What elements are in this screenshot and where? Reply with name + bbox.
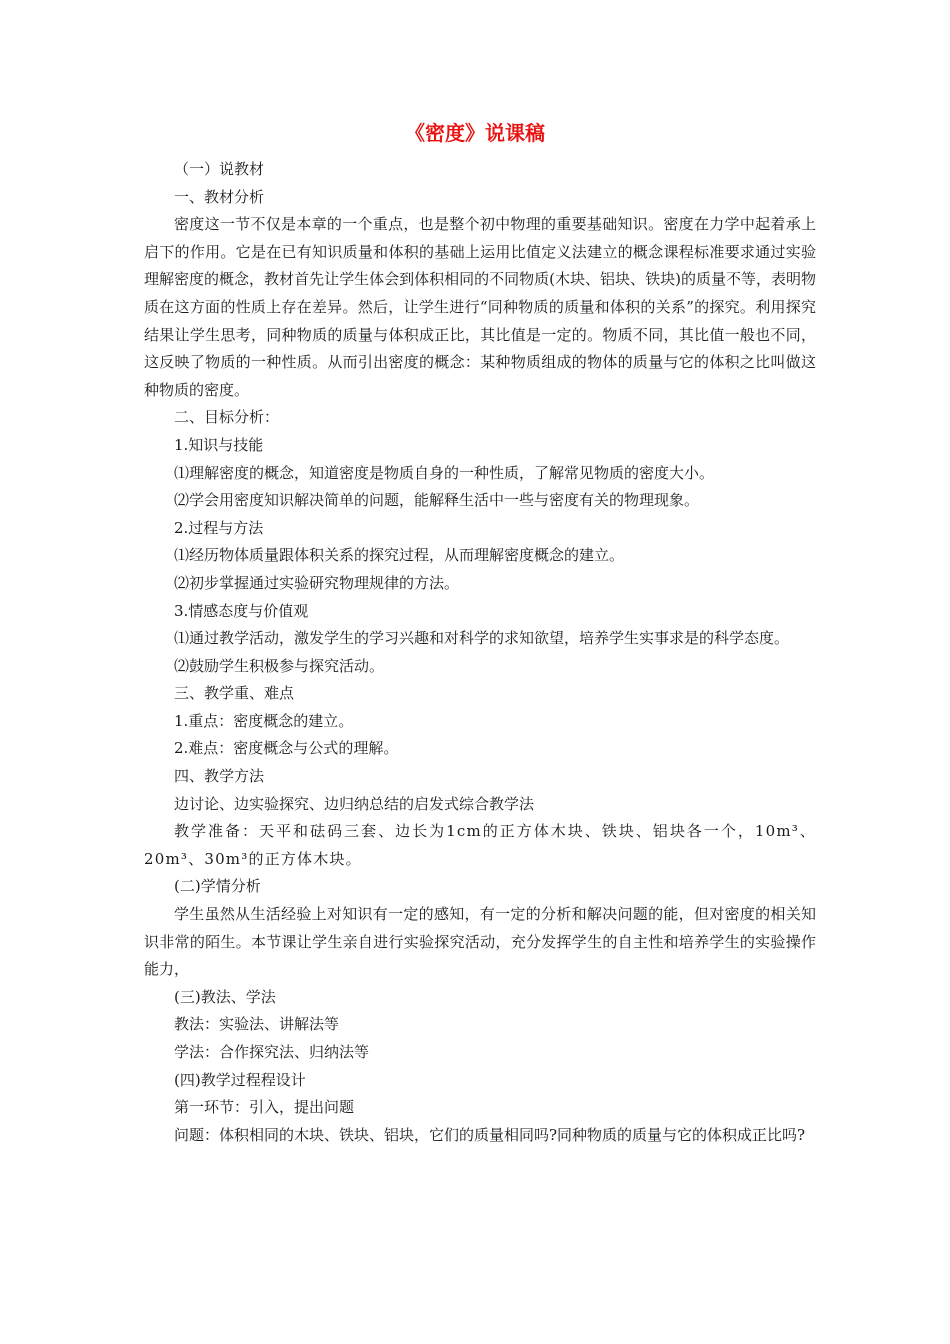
list-item: 2.难点：密度概念与公式的理解。: [174, 739, 399, 758]
subsection-heading: 二、目标分析：: [174, 408, 280, 427]
list-item: 1.重点：密度概念的建立。: [174, 711, 354, 730]
subsection-heading: 一、教材分析: [174, 187, 265, 206]
list-heading: 2.过程与方法: [174, 518, 264, 537]
body-paragraph: 第一环节：引入，提出问题: [174, 1098, 355, 1117]
subsection-heading: 三、教学重、难点: [174, 684, 295, 703]
body-paragraph: 教法：实验法、讲解法等: [174, 1015, 340, 1034]
body-paragraph: 边讨论、边实验探究、边归纳总结的启发式综合教学法: [174, 794, 535, 813]
list-item: ⑵鼓励学生积极参与探究活动。: [174, 656, 385, 675]
list-item: ⑵学会用密度知识解决简单的问题，能解释生活中一些与密度有关的物理现象。: [174, 491, 700, 510]
list-item: ⑴理解密度的概念，知道密度是物质自身的一种性质，了解常见物质的密度大小。: [174, 463, 715, 482]
body-paragraph: 学法：合作探究法、归纳法等: [174, 1043, 370, 1061]
body-paragraph: 教学准备：天平和砝码三套、边长为1cm的正方体木块、铁块、铝块各一个，10m³、20m³、30m³的正方体木块。: [144, 822, 816, 868]
document-body: [144, 156, 816, 1149]
list-heading: 1.知识与技能: [174, 435, 264, 454]
body-paragraph: 学生虽然从生活经验上对知识有一定的感知，有一定的分析和解决问题的能，但对密度的相关知识非常的陌生。本节课让学生亲自进行实验探究活动，充分发挥学生的自主性和培养学生的实验操作能力，: [144, 905, 816, 979]
subsection-heading: 四、教学方法: [174, 767, 265, 786]
section-heading: (三)教法、学法: [174, 987, 276, 1006]
list-item: ⑵初步掌握通过实验研究物理规律的方法。: [174, 573, 460, 592]
section-heading: （一）说教材: [174, 160, 265, 178]
section-heading: (二)学情分析: [174, 877, 261, 896]
list-heading: 3.情感态度与价值观: [174, 601, 309, 620]
list-item: ⑴通过教学活动，激发学生的学习兴趣和对科学的求知欲望，培养学生实事求是的科学态度。: [174, 629, 790, 648]
document-title: 《密度》说课稿: [405, 121, 545, 145]
section-heading: (四)教学过程程设计: [174, 1070, 306, 1089]
body-paragraph: 问题：体积相同的木块、铁块、铝块，它们的质量相同吗?同种物质的质量与它的体积成正比吗?: [174, 1125, 806, 1144]
body-paragraph: 密度这一节不仅是本章的一个重点，也是整个初中物理的重要基础知识。密度在力学中起着承上启下的作用。它是在已有知识质量和体积的基础上运用比值定义法建立的概念课程标准要求通过实验理解密度的概念，教材首先让学生体会到体积相同的不同物质(木块、铝块、铁块)的质量不等，表明物质在这方面的性质上存在差异。然后，让学生进行“同种物质的质量和体积的关系”的探究。利用探究结果让学生思考，同种物质的质量与体积成正比，其比值是一定的。物质不同，其比值一般也不同，这反映了物质的一种性质。从而引出密度的概念：某种物质组成的物体的质量与它的体积之比叫做这种物质的密度。: [144, 215, 816, 399]
list-item: ⑴经历物体质量跟体积关系的探究过程，从而理解密度概念的建立。: [174, 546, 625, 565]
